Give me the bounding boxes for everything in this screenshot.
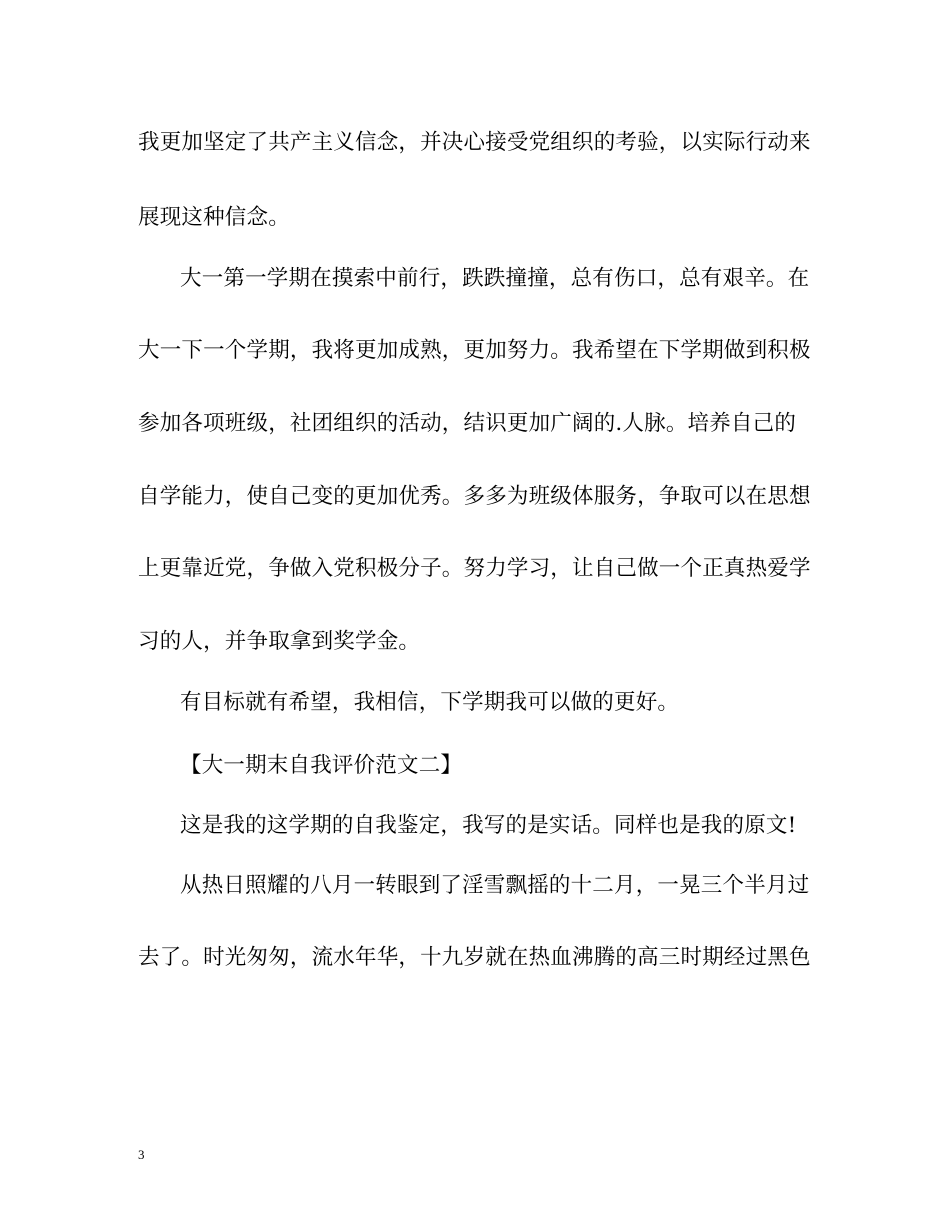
text-line: 习的人，并争取拿到奖学金。: [138, 629, 421, 654]
text-line: 参加各项班级，社团组织的活动，结识更加广阔的.人脉。培养自己的: [138, 411, 797, 436]
text-line: 自学能力，使自己变的更加优秀。多多为班级体服务，争取可以在思想: [138, 484, 811, 509]
text-line: 我更加坚定了共产主义信念，并决心接受党组织的考验，以实际行动来: [138, 130, 811, 155]
text-line: 展现这种信念。: [138, 205, 290, 230]
paragraph-start-line: 有目标就有希望，我相信，下学期我可以做的更好。: [180, 690, 680, 715]
text-line: 去了。时光匆匆，流水年华，十九岁就在热血沸腾的高三时期经过黑色: [138, 945, 811, 970]
section-heading: 【大一期末自我评价范文二】: [180, 753, 463, 778]
text-line: 上更靠近党，争做入党积极分子。努力学习，让自己做一个正真热爱学: [138, 556, 811, 581]
paragraph-start-line: 大一第一学期在摸索中前行，跌跌撞撞，总有伤口，总有艰辛。在: [180, 266, 810, 291]
page-number: 3: [138, 1147, 145, 1162]
text-line: 大一下一个学期，我将更加成熟，更加努力。我希望在下学期做到积极: [138, 338, 811, 363]
paragraph-start-line: 从热日照耀的八月一转眼到了淫雪飘摇的十二月，一晃三个半月过: [180, 873, 810, 898]
paragraph-start-line: 这是我的这学期的自我鉴定，我写的是实话。同样也是我的原文!: [180, 813, 797, 838]
